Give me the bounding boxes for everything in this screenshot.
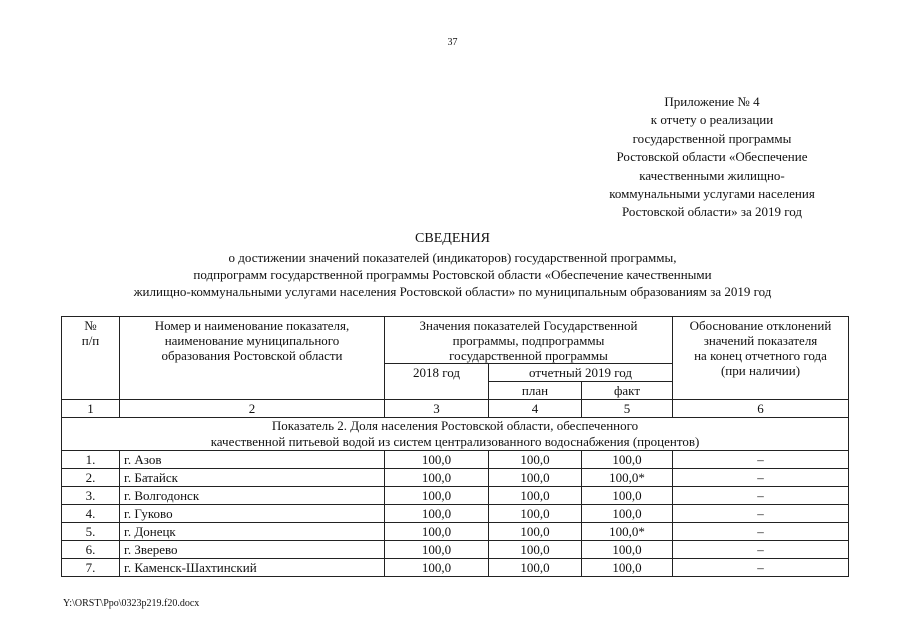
row-plan: 100,0 <box>489 451 582 469</box>
indicator-row <box>62 418 849 451</box>
column-number: 1 <box>62 400 120 418</box>
indicator-title <box>62 418 849 451</box>
row-note: – <box>673 487 849 505</box>
row-num: 1. <box>62 451 120 469</box>
appendix-line: Приложение № 4 <box>664 94 760 109</box>
column-number: 4 <box>489 400 582 418</box>
header-values-group <box>385 317 673 364</box>
appendix-block <box>560 93 864 222</box>
row-2018: 100,0 <box>385 451 489 469</box>
row-note: – <box>673 559 849 577</box>
appendix-line: Ростовской области «Обеспечение <box>616 149 808 165</box>
row-plan: 100,0 <box>489 469 582 487</box>
header-values-text: Значения показателей Государственной программы, подпрограммы государственной программы <box>419 318 638 363</box>
row-num: 2. <box>62 469 120 487</box>
appendix-line: государственной программы <box>632 130 792 146</box>
row-fact: 100,0 <box>582 451 673 469</box>
row-2018: 100,0 <box>385 523 489 541</box>
header-row <box>62 317 849 364</box>
appendix-line: коммунальными услугами населения <box>609 186 815 202</box>
header-num <box>62 317 120 400</box>
column-numbers-row <box>62 400 849 418</box>
row-plan: 100,0 <box>489 505 582 523</box>
row-num: 5. <box>62 523 120 541</box>
row-municipality: г. Донецк <box>120 523 385 541</box>
subtitle-line: жилищно-коммунальными услугами населения Ростовской области» по муниципальным образованиям за 2019 год <box>133 284 772 299</box>
row-note: – <box>673 541 849 559</box>
column-number: 6 <box>673 400 849 418</box>
indicator-title-text: Показатель 2. Доля населения Ростовской области, обеспеченного качественной питьевой водой из систем централизованного водоснабжения (процентов) <box>210 418 700 449</box>
header-2019: отчетный 2019 год <box>489 364 673 382</box>
table-row <box>62 487 849 505</box>
header-name-text: Номер и наименование показателя, наименование муниципального образования Ростовской области <box>154 318 350 363</box>
appendix-line: к отчету о реализации <box>650 112 774 128</box>
row-plan: 100,0 <box>489 541 582 559</box>
column-number: 2 <box>120 400 385 418</box>
page-number: 37 <box>447 37 458 48</box>
row-2018: 100,0 <box>385 469 489 487</box>
column-number: 5 <box>582 400 673 418</box>
row-fact: 100,0 <box>582 505 673 523</box>
row-num: 4. <box>62 505 120 523</box>
row-municipality: г. Батайск <box>120 469 385 487</box>
subtitle-line: подпрограмм государственной программы Ростовской области «Обеспечение качественными <box>193 267 712 282</box>
table-row <box>62 559 849 577</box>
header-justification <box>673 317 849 400</box>
row-2018: 100,0 <box>385 487 489 505</box>
row-fact: 100,0 <box>582 559 673 577</box>
document-title: СВЕДЕНИЯ <box>415 231 490 246</box>
indicators-table <box>61 316 849 577</box>
row-municipality: г. Каменск-Шахтинский <box>120 559 385 577</box>
row-fact: 100,0* <box>582 523 673 541</box>
row-fact: 100,0 <box>582 487 673 505</box>
appendix-line: Ростовской области» за 2019 год <box>621 204 803 220</box>
document-subtitle <box>0 249 905 300</box>
row-2018: 100,0 <box>385 559 489 577</box>
table-row <box>62 505 849 523</box>
table-row <box>62 523 849 541</box>
row-num: 7. <box>62 559 120 577</box>
row-plan: 100,0 <box>489 487 582 505</box>
row-municipality: г. Зверево <box>120 541 385 559</box>
column-number: 3 <box>385 400 489 418</box>
header-fact: факт <box>582 382 673 400</box>
header-justification-text: Обоснование отклонений значений показателя на конец отчетного года (при наличии) <box>689 318 832 378</box>
row-fact: 100,0 <box>582 541 673 559</box>
table-row <box>62 469 849 487</box>
row-plan: 100,0 <box>489 559 582 577</box>
file-path-footer: Y:\ORST\Ppo\0323p219.f20.docx <box>63 598 200 609</box>
row-fact: 100,0* <box>582 469 673 487</box>
subtitle-line: о достижении значений показателей (индикаторов) государственной программы, <box>228 250 677 265</box>
header-name <box>120 317 385 400</box>
header-2018: 2018 год <box>385 364 489 400</box>
row-num: 3. <box>62 487 120 505</box>
row-2018: 100,0 <box>385 505 489 523</box>
row-note: – <box>673 469 849 487</box>
appendix-line: качественными жилищно- <box>639 167 785 183</box>
row-num: 6. <box>62 541 120 559</box>
row-municipality: г. Волгодонск <box>120 487 385 505</box>
table-row <box>62 451 849 469</box>
row-note: – <box>673 451 849 469</box>
row-2018: 100,0 <box>385 541 489 559</box>
header-num-text: № п/п <box>81 318 100 348</box>
row-note: – <box>673 505 849 523</box>
header-plan: план <box>489 382 582 400</box>
row-note: – <box>673 523 849 541</box>
row-municipality: г. Гуково <box>120 505 385 523</box>
table-row <box>62 541 849 559</box>
row-plan: 100,0 <box>489 523 582 541</box>
row-municipality: г. Азов <box>120 451 385 469</box>
